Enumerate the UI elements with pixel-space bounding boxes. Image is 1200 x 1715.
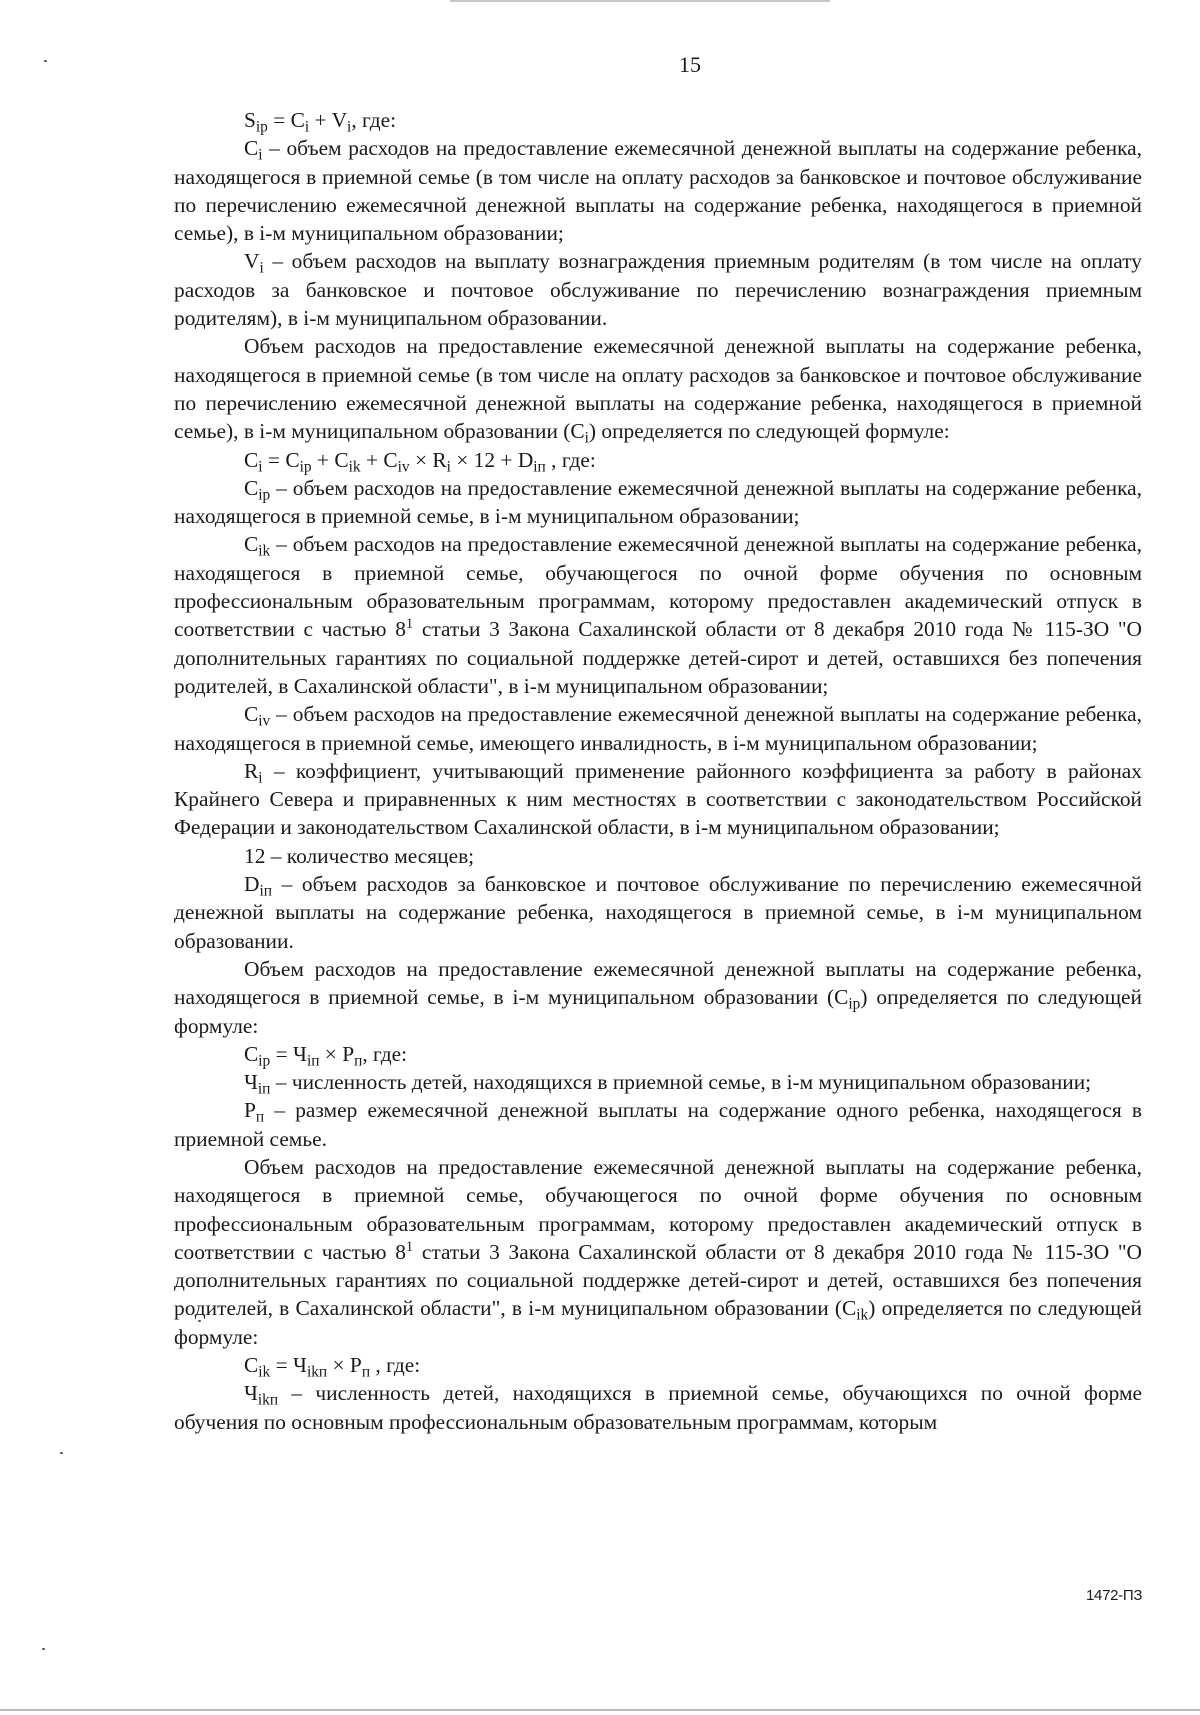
text-paragraph: Объем расходов на предоставление ежемесячной денежной выплаты на содержание ребенка, находящегося в приемной семье, в i-м муниципальном образовании $(C_{ip})$ определяется по следующей формуле: [174, 956, 1142, 1038]
text-paragraph: $C_{ip}$ – объем расходов на предоставление ежемесячной денежной выплаты на содержание ребенка, находящегося в приемной семье, в i-м муниципальном образовании; [174, 475, 1142, 529]
formula-line: 12 – количество месяцев; [244, 843, 475, 868]
text-paragraph: Объем расходов на предоставление ежемесячной денежной выплаты на содержание ребенка, находящегося в приемной семье (в том числе на оплату расходов за банковское и почтовое обслуживание по перечислению ежемесячной денежной выплаты на содержание ребенка, находящегося в приемной семье), в i-м муниципальном образовании $(C_i)$ определяется по следующей формуле: [174, 334, 1142, 447]
text-paragraph: $C_i$ – объем расходов на предоставление ежемесячной денежной выплаты на содержание ребенка, находящегося в приемной семье (в том числе на оплату расходов за банковское и почтовое обслуживание по перечислению ежемесячной денежной выплаты на содержание ребенка, находящегося в приемной семье), в i-м муниципальном образовании; [174, 136, 1142, 246]
formula-line: $C_{ik} = Ч_{ikп} \times P_п$ , где: [244, 1353, 421, 1381]
text-paragraph: $V_i$ – объем расходов на выплату вознаграждения приемным родителям (в том числе на оплату расходов за банковское и почтовое обслуживание по перечислению вознаграждения приемным родителям), в i-м муниципальном образовании. [174, 249, 1142, 331]
page-number: 15 [679, 52, 701, 77]
scan-speck [60, 1452, 63, 1454]
text-paragraph: $Ч_{iп}$ – численность детей, находящихся в приемной семье, в i-м муниципальном образовании; [244, 1070, 1092, 1098]
text-paragraph: $C_{ik}$ – объем расходов на предоставление ежемесячной денежной выплаты на содержание ребенка, находящегося в приемной семье, обучающегося по очной форме обучения по основным профессиональным образовательным программам, которому предоставлен академический отпуск в соответствии с частью $8^1$ статьи 3 Закона Сахалинской области от 8 декабря 2010 года № 115-ЗО "О дополнительных гарантиях по социальной поддержке детей-сирот и детей, оставшихся без попечения родителей, в Сахалинской области", в i-м муниципальном образовании; [174, 532, 1142, 698]
text-paragraph: $R_i$ – коэффициент, учитывающий применение районного коэффициента за работу в районах Крайнего Севера и приравненных к ним местностях в соответствии с законодательством Российской Федерации и законодательством Сахалинской области, в i-м муниципальном образовании; [174, 758, 1142, 840]
document-code: 1472-ПЗ [1086, 1587, 1143, 1604]
scan-edge-top [450, 0, 830, 2]
document-body [174, 106, 1142, 1436]
scan-speck [44, 60, 47, 62]
text-paragraph: $D_{iп}$ – объем расходов за банковское и почтовое обслуживание по перечислению ежемесячной денежной выплаты на содержание ребенка, находящегося в приемной семье, в i-м муниципальном образовании. [174, 872, 1142, 953]
formula-line: $C_i = C_{ip} + C_{ik} + C_{iv} \times R_i \times 12 + D_{iп}$ , где: [244, 447, 596, 475]
formula-line: $C_{ip} = Ч_{iп} \times P_п$, где: [244, 1041, 408, 1070]
text-paragraph: $C_{iv}$ – объем расходов на предоставление ежемесячной денежной выплаты на содержание ребенка, находящегося в приемной семье, имеющего инвалидность, в i-м муниципальном образовании; [174, 702, 1142, 755]
text-paragraph: $P_п$ – размер ежемесячной денежной выплаты на содержание одного ребенка, находящегося в приемной семье. [174, 1098, 1142, 1151]
text-paragraph: $Ч_{ikп}$ – численность детей, находящихся в приемной семье, обучающихся по очной форме обучения по основным профессиональным образовательным программам, которым [174, 1381, 1142, 1434]
text-paragraph: Объем расходов на предоставление ежемесячной денежной выплаты на содержание ребенка, находящегося в приемной семье, обучающегося по очной форме обучения по основным профессиональным образовательным программам, которому предоставлен академический отпуск в соответствии с частью $8^1$ статьи 3 Закона Сахалинской области от 8 декабря 2010 года № 115-ЗО "О дополнительных гарантиях по социальной поддержке детей-сирот и детей, оставшихся без попечения родителей, в Сахалинской области", в i-м муниципальном образовании $(C_{ik})$ определяется по следующей формуле: [174, 1154, 1142, 1349]
scan-speck [198, 1320, 201, 1322]
scan-speck [42, 1648, 45, 1650]
scan-edge-bottom [0, 1709, 1200, 1711]
formula-line: $S_{ip} = C_i + V_i$, где: [244, 108, 397, 136]
